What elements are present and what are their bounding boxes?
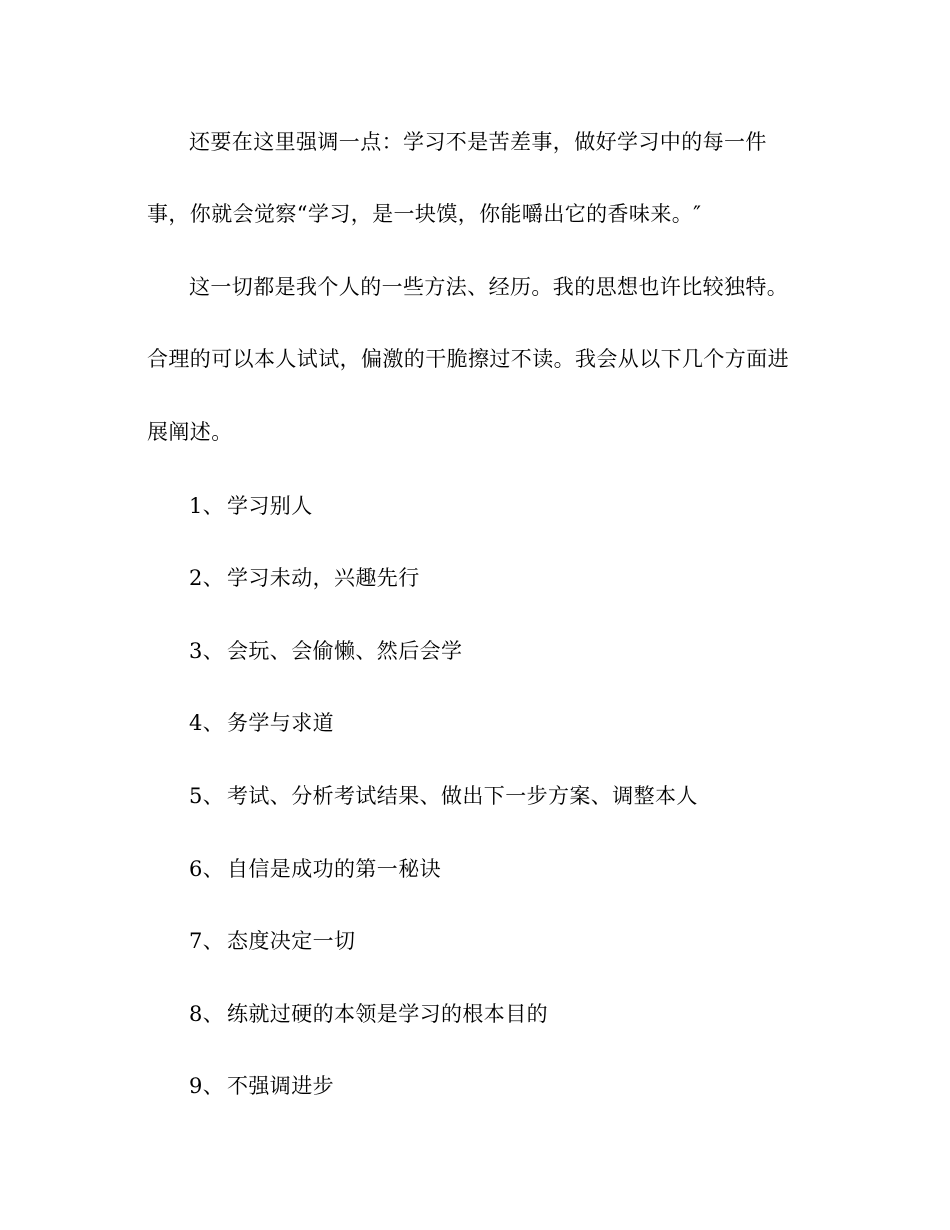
paragraph-2-line-3: 展阐述。 <box>147 420 233 444</box>
list-item-text: 练就过硬的本领是学习的根本目的 <box>227 1002 548 1026</box>
list-item-text: 态度决定一切 <box>227 929 356 953</box>
paragraph-2-line-2: 合理的可以本人试试，偏激的干脆擦过不读。我会从以下几个方面进 <box>147 347 789 371</box>
list-item <box>189 1074 334 1098</box>
list-item-number: 2、 <box>189 566 225 590</box>
paragraph-1-line-2: 事，你就会觉察“学习，是一块馍，你能嚼出它的香味来。″ <box>147 202 702 226</box>
list-item-text: 会玩、会偷懒、然后会学 <box>227 639 463 663</box>
paragraph-2-line-1: 这一切都是我个人的一些方法、经历。我的思想也许比较独特。 <box>189 275 789 299</box>
list-item <box>189 639 462 663</box>
list-item-number: 6、 <box>189 857 225 881</box>
list-item-number: 9、 <box>189 1074 225 1098</box>
list-item <box>189 857 441 881</box>
list-item-text: 考试、分析考试结果、做出下一步方案、调整本人 <box>227 784 698 808</box>
list-item-text: 学习未动，兴趣先行 <box>227 566 420 590</box>
list-item-text: 学习别人 <box>227 494 313 518</box>
list-item-text: 务学与求道 <box>227 711 334 735</box>
list-item-text: 不强调进步 <box>227 1074 334 1098</box>
list-item-number: 7、 <box>189 929 225 953</box>
list-item-number: 5、 <box>189 784 225 808</box>
list-item-number: 1、 <box>189 494 225 518</box>
list-item <box>189 1002 548 1026</box>
list-item <box>189 566 420 590</box>
list-item <box>189 929 355 953</box>
paragraph-1-line-1: 还要在这里强调一点：学习不是苦差事，做好学习中的每一件 <box>189 130 767 154</box>
list-item <box>189 784 698 808</box>
list-item-number: 4、 <box>189 711 225 735</box>
list-item <box>189 494 313 518</box>
list-item-number: 3、 <box>189 639 225 663</box>
list-item-text: 自信是成功的第一秘诀 <box>227 857 441 881</box>
list-item-number: 8、 <box>189 1002 225 1026</box>
list-item <box>189 711 334 735</box>
